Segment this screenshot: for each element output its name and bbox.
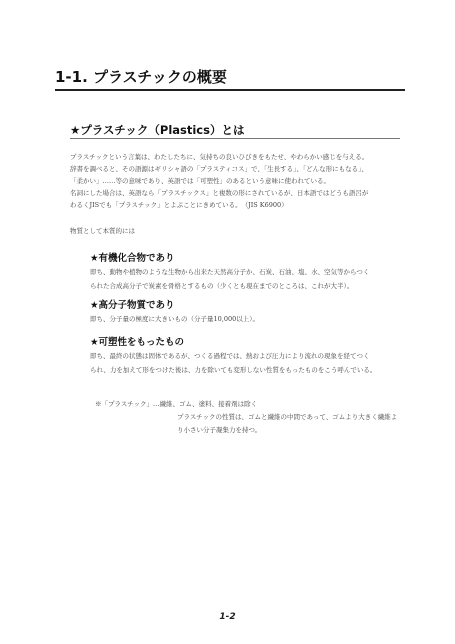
body-line: 即ち、動物や植物のような生物から出来た天然高分子か、石炭、石油、塩、水、空気等からつく xyxy=(90,268,370,276)
section-body-plasticity xyxy=(90,349,420,377)
page-title: 1-1. プラスチックの概要 xyxy=(55,68,227,86)
note-line: プラスチックの性質は、ゴムと繊維の中間であって、ゴムより大きく繊維よ xyxy=(177,413,398,421)
section-body-polymer xyxy=(90,312,420,326)
body-line: られ、力を加えて形をつけた後は、力を除いても変形しない性質をもったものをこう呼んでいる。 xyxy=(90,366,377,374)
paragraph-line: 名詞にした場合は、英語なら「プラスチックス」と複数の形にされているが、日本語ではどうも語呂が xyxy=(70,189,369,197)
paragraph-line: プラスチックという言葉は、わたしたちに、気持ちの良いひびきをもたせ、やわらかい感じを与える。 xyxy=(70,153,369,161)
body-line: 即ち、分子量の極度に大きいもの（分子量10,000以上）。 xyxy=(90,315,259,323)
section-heading-organic: ★有機化合物であり xyxy=(90,253,175,264)
section-subtitle: ★プラスチック（Plastics）とは xyxy=(70,123,245,137)
title-rule xyxy=(55,89,405,91)
paragraph-line: わるくJISでも「プラスチック」とよぶことにきめている。 （JIS K6900） xyxy=(70,201,288,209)
section-heading-polymer: ★高分子物質であり xyxy=(90,300,175,311)
note-head: ※「プラスチック」…繊維、ゴム、塗料、接着剤は除く xyxy=(95,400,258,408)
note-line: り小さい分子凝集力を持つ。 xyxy=(177,426,262,434)
section-heading-plasticity: ★可塑性をもったもの xyxy=(90,337,185,348)
body-line: 即ち、最終の状態は固体であるが、つくる過程では、熱および圧力により流れの現象を経てつく xyxy=(90,352,370,360)
intro-paragraph xyxy=(70,151,415,211)
subtitle-rule xyxy=(70,138,400,139)
paragraph-line: 辞書を調べると、その語源はギリシャ語の「プラスティコス」で、「生長する」、「どんな形にもなる」、 xyxy=(70,165,368,173)
section-body-organic xyxy=(90,265,420,293)
paragraph-line: 「柔かい」……等の意味であり、英語では「可塑性」のあるという意味に使われている。 xyxy=(70,177,330,185)
body-line: られた合成高分子で炭素を骨格とするもの（少くとも現在までのところは、これが大半）。 xyxy=(90,282,354,290)
lead-text: 物質として本質的には xyxy=(70,227,135,235)
page-number: 1-2 xyxy=(219,612,236,622)
